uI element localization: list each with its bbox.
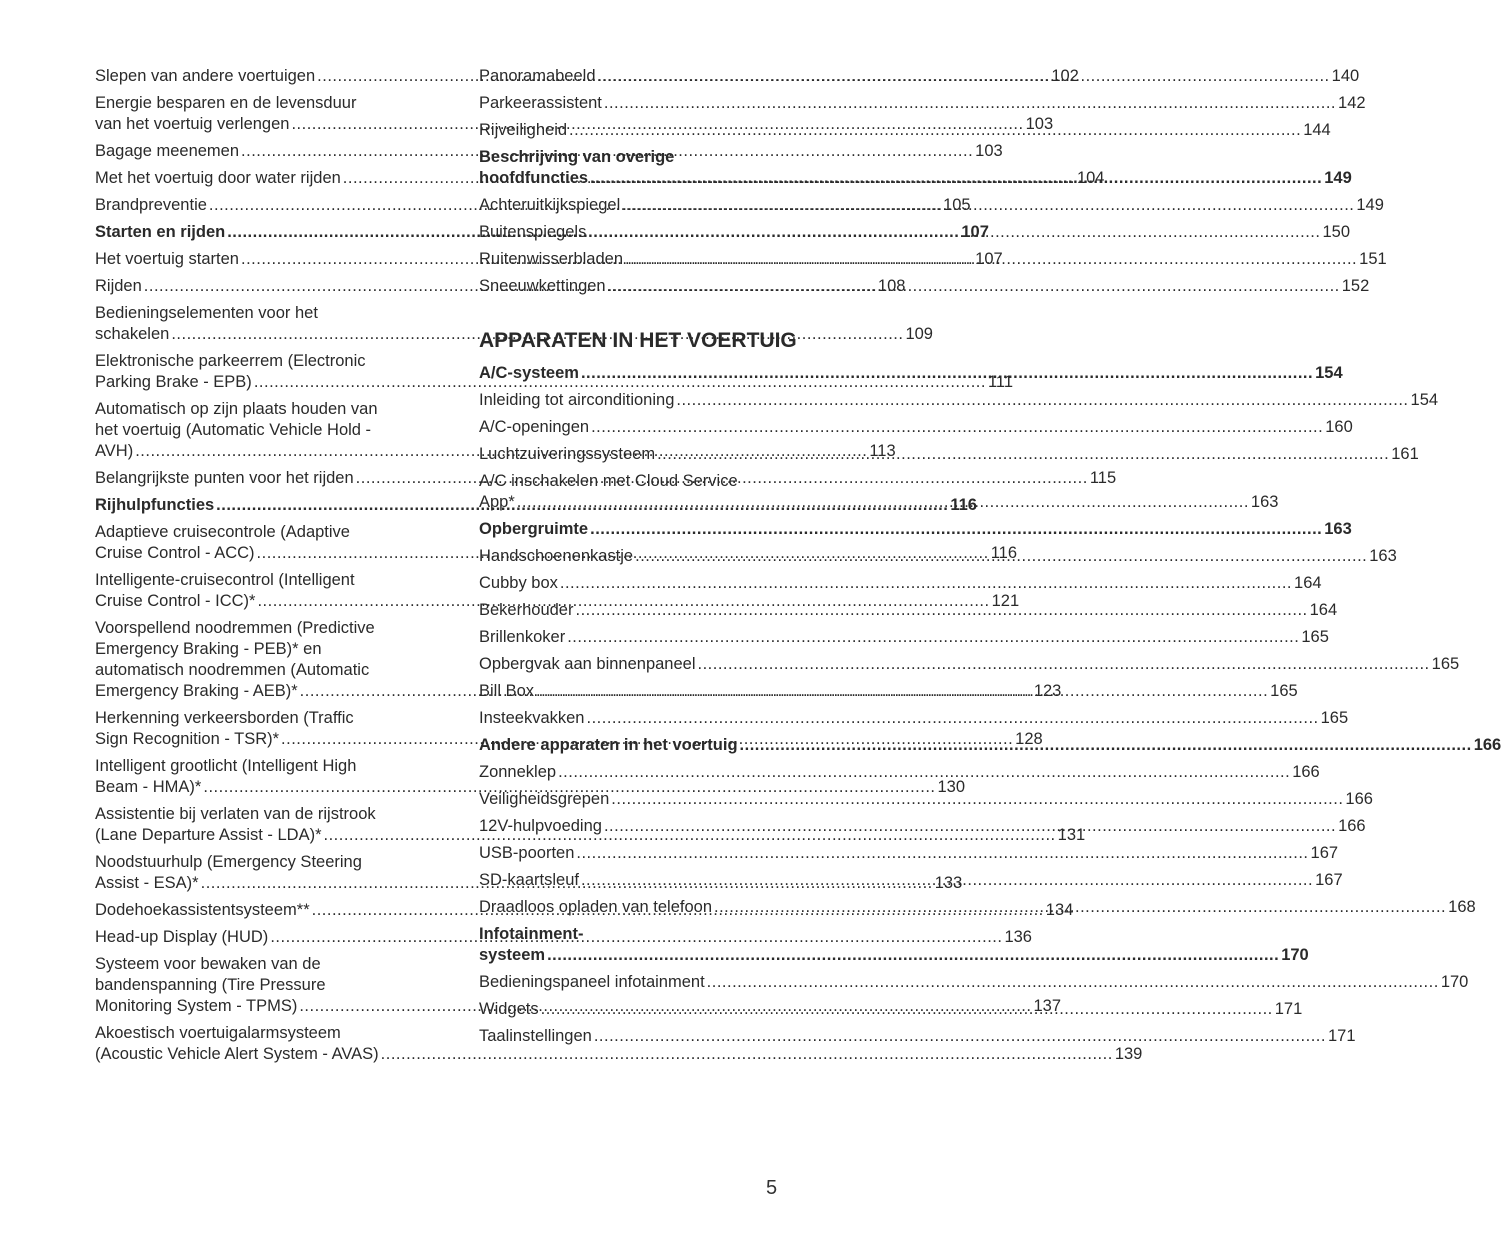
toc-entry-page: 163 [1324, 520, 1352, 538]
toc-entry-title-line: A/C inschakelen met Cloud Service [479, 472, 738, 490]
toc-entry-title-line: Starten en rijden [95, 223, 226, 241]
dot-leader [657, 444, 1389, 465]
toc-entry-title-line: Achteruitkijkspiegel [479, 196, 621, 214]
toc-entry-page: 121 [991, 592, 1020, 610]
toc-entry-page: 130 [937, 778, 966, 796]
toc-entry-title-line: (Lane Departure Assist - LDA)* [95, 826, 322, 844]
toc-entry-title-line: Adaptieve cruisecontrole (Adaptive [95, 523, 350, 541]
toc-entry-page: 102 [1051, 67, 1079, 85]
toc-entry-page: 165 [1301, 628, 1329, 646]
toc-entry-page: 144 [1303, 121, 1331, 139]
toc-entry-title-line: Systeem voor bewaken van de [95, 955, 321, 973]
toc-entry-title-line: Rijhulpfuncties [95, 496, 215, 514]
toc-entry-page: 151 [1359, 250, 1387, 268]
toc-entry-title-line: Beam - HMA)* [95, 778, 202, 796]
toc-entry-page: 170 [1440, 973, 1469, 991]
toc-entry-title-line: Brandpreventie [95, 196, 207, 214]
toc-entry-title-line: Cruise Control - ACC) [95, 544, 255, 562]
toc-entry-page: 167 [1310, 844, 1339, 862]
toc-entry-title-line: A/C-openingen [479, 418, 590, 436]
toc-entry-title-line: Bill Box [479, 682, 535, 700]
toc-entry-title-line: Parkeerassistent [479, 94, 602, 112]
toc-entry-page: 150 [1322, 223, 1350, 241]
toc-entry-page: 165 [1431, 655, 1460, 673]
dot-leader [598, 66, 1330, 87]
toc-entry-title-line: 12V-hulpvoeding [479, 817, 602, 835]
toc-entry-page: 104 [1076, 169, 1105, 187]
toc-entry-title-line: Opbergruimte [479, 520, 589, 538]
toc-entry-page: 167 [1315, 871, 1343, 889]
toc-entry-page: 160 [1325, 418, 1353, 436]
toc-entry-title-line: bandenspanning (Tire Pressure [95, 976, 326, 994]
dot-leader [625, 249, 1357, 270]
toc-entry-page: 116 [950, 496, 977, 514]
toc-entry[interactable] [479, 654, 1460, 675]
toc-entry-title-line: Widgets [479, 1000, 539, 1018]
toc-entry[interactable] [479, 708, 1349, 729]
toc-entry-page: 103 [975, 142, 1003, 160]
toc-entry-page: 137 [1033, 997, 1061, 1015]
toc-entry-page: 140 [1331, 67, 1360, 85]
toc-entry-page: 166 [1338, 817, 1366, 835]
toc-entry-title-line: Assist - ESA)* [95, 874, 199, 892]
toc-entry-title-line: Bekerhouder [479, 601, 574, 619]
toc-entry-page: 139 [1114, 1045, 1143, 1063]
toc-entry-title-line: Bedieningselementen voor het [95, 304, 318, 322]
toc-entry-title-line: Inleiding tot airconditioning [479, 391, 675, 409]
toc-entry-title-line: Rijveiligheid [479, 121, 568, 139]
toc-entry-title-line: AVH) [95, 442, 134, 460]
toc-entry-title-line: Elektronische parkeerrem (Electronic [95, 352, 366, 370]
dot-leader [604, 93, 1336, 114]
dot-leader [622, 195, 1354, 216]
toc-entry-page: 131 [1057, 826, 1086, 844]
dot-leader [635, 546, 1367, 567]
toc-entry-title-line: Opbergvak aan binnenpaneel [479, 655, 696, 673]
dot-leader [586, 708, 1318, 729]
dot-leader [594, 1026, 1326, 1047]
toc-entry[interactable] [479, 789, 1373, 810]
toc-entry-page: 166 [1473, 736, 1501, 754]
dot-leader [576, 843, 1308, 864]
dot-leader [590, 519, 1322, 540]
toc-entry-title-line: Automatisch op zijn plaats houden van [95, 400, 378, 418]
toc-entry-title-line: Handschoenenkastje [479, 547, 634, 565]
toc-entry-page: 170 [1281, 946, 1309, 964]
dot-leader [536, 681, 1268, 702]
toc-entry[interactable] [479, 390, 1439, 411]
toc-entry-title-line: Met het voertuig door water rijden [95, 169, 341, 187]
section-heading: APPARATEN IN HET VOERTUIG [479, 329, 797, 352]
toc-entry-title-line: Head-up Display (HUD) [95, 928, 269, 946]
toc-entry-title-line: Intelligent grootlicht (Intelligent High [95, 757, 357, 775]
toc-entry-page: 142 [1338, 94, 1366, 112]
toc-entry-title-line: van het voertuig verlengen [95, 115, 290, 133]
toc-entry-page: 166 [1292, 763, 1320, 781]
toc-entry-title-line: Akoestisch voertuigalarmsysteem [95, 1024, 341, 1042]
dot-leader [558, 762, 1290, 783]
dot-leader [714, 897, 1446, 918]
toc-entry[interactable] [479, 573, 1322, 594]
toc-entry[interactable] [479, 417, 1353, 438]
dot-leader [541, 999, 1273, 1020]
toc-entry-title-line: Andere apparaten in het voertuig [479, 736, 738, 754]
toc-entry-title-line: het voertuig (Automatic Vehicle Hold - [95, 421, 372, 439]
dot-leader [590, 168, 1322, 189]
toc-entry-page: 171 [1274, 1000, 1303, 1018]
dot-leader [547, 945, 1279, 966]
toc-entry-title-line: Herkenning verkeersborden (Traffic [95, 709, 354, 727]
toc-entry-title-line: schakelen [95, 325, 170, 343]
dot-leader [707, 972, 1439, 993]
toc-entry-page: 163 [1250, 493, 1279, 511]
toc-entry-title-line: Voorspellend noodremmen (Predictive [95, 619, 375, 637]
toc-entry-title-line: Rijden [95, 277, 142, 295]
toc-entry-title-line: Energie besparen en de levensduur [95, 94, 357, 112]
toc-entry-title-line: Emergency Braking - AEB)* [95, 682, 298, 700]
toc-entry-title-line: hoofdfuncties [479, 169, 589, 187]
toc-entry-title-line: Panoramabeeld [479, 67, 596, 85]
toc-entry-page: 115 [1089, 469, 1117, 487]
toc-entry-title-line: SD-kaartsleuf [479, 871, 579, 889]
toc-entry[interactable] [479, 93, 1366, 114]
toc-entry-page: 149 [1356, 196, 1384, 214]
toc-entry-page: 164 [1309, 601, 1338, 619]
toc-entry-title-line: Cruise Control - ICC)* [95, 592, 256, 610]
toc-entry-title-line: Taalinstellingen [479, 1027, 592, 1045]
toc-entry-title-line: Slepen van andere voertuigen [95, 67, 316, 85]
dot-leader [569, 120, 1301, 141]
toc-entry-title-line: Bedieningspaneel infotainment [479, 973, 705, 991]
dot-leader [608, 276, 1340, 297]
toc-entry-title-line: Assistentie bij verlaten van de rijstrook [95, 805, 376, 823]
toc-entry-page: 152 [1341, 277, 1370, 295]
toc-entry-title-line: A/C-systeem [479, 364, 579, 382]
toc-entry-page: 154 [1410, 391, 1439, 409]
toc-entry-title-line: Monitoring System - TPMS) [95, 997, 298, 1015]
toc-entry-title-line: Emergency Braking - PEB)* en [95, 640, 322, 658]
toc-entry-page: 165 [1270, 682, 1298, 700]
dot-leader [611, 789, 1343, 810]
page-number: 5 [766, 1177, 778, 1199]
toc-entry-title-line: Sneeuwkettingen [479, 277, 606, 295]
toc-entry-page: 168 [1448, 898, 1476, 916]
dot-leader [676, 390, 1408, 411]
toc-entry-page: 161 [1391, 445, 1419, 463]
toc-entry-page: 103 [1025, 115, 1054, 133]
toc-entry-page: 133 [934, 874, 963, 892]
toc-entry-page: 107 [975, 250, 1003, 268]
toc-entry[interactable] [479, 1026, 1356, 1047]
toc-entry-title-line: Buitenspiegels [479, 223, 587, 241]
toc-entry[interactable] [479, 843, 1339, 864]
toc-entry-title-line: Noodstuurhulp (Emergency Steering [95, 853, 362, 871]
toc-entry-title-line: Brillenkoker [479, 628, 566, 646]
toc-entry-title-line: USB-poorten [479, 844, 575, 862]
toc-entry-page: 105 [943, 196, 971, 214]
dot-leader [604, 816, 1336, 837]
dot-leader [581, 363, 1313, 384]
toc-entry-title-line: Sign Recognition - TSR)* [95, 730, 280, 748]
dot-leader [591, 417, 1323, 438]
dot-leader [740, 735, 1472, 756]
toc-entry-title-line: Luchtzuiveringssysteem [479, 445, 656, 463]
dot-leader [698, 654, 1430, 675]
toc-entry-page: 164 [1294, 574, 1322, 592]
toc-entry-title-line: systeem [479, 946, 546, 964]
toc-entry-page: 171 [1327, 1027, 1356, 1045]
toc-entry-title-line: (Acoustic Vehicle Alert System - AVAS) [95, 1045, 379, 1063]
toc-entry-title-line: Parking Brake - EPB) [95, 373, 252, 391]
toc-entry-title-line: App* [479, 493, 515, 511]
dot-leader [575, 600, 1307, 621]
toc-entry[interactable] [479, 762, 1320, 783]
toc-entry-page: 111 [987, 373, 1014, 391]
dot-leader [560, 573, 1292, 594]
toc-entry-title-line: Beschrijving van overige [479, 148, 675, 166]
toc-entry-title-line: Intelligente-cruisecontrol (Intelligent [95, 571, 355, 589]
toc-entry-page: 163 [1369, 547, 1397, 565]
toc-entry-page: 113 [869, 442, 896, 460]
toc-entry-page: 116 [990, 544, 1017, 562]
toc-entry-title-line: Ruitenwisserbladen [479, 250, 623, 268]
toc-entry[interactable] [479, 627, 1329, 648]
toc-entry-title-line: Bagage meenemen [95, 142, 240, 160]
toc-entry-title-line: Dodehoekassistentsysteem** [95, 901, 310, 919]
toc-entry-page: 123 [1033, 682, 1062, 700]
toc-entry-page: 109 [905, 325, 933, 343]
dot-leader [567, 627, 1299, 648]
toc-entry-title-line: Draadloos opladen van telefoon [479, 898, 713, 916]
toc-entry[interactable] [479, 972, 1469, 993]
dot-leader [517, 492, 1249, 513]
toc-entry-page: 107 [961, 223, 989, 241]
toc-entry-title-line: Infotainment- [479, 925, 584, 943]
toc-entry-page: 134 [1045, 901, 1074, 919]
toc-chapter-entry[interactable] [479, 519, 1352, 540]
toc-entry-title-line: Veiligheidsgrepen [479, 790, 610, 808]
toc-entry-page: 136 [1004, 928, 1032, 946]
toc-entry-page: 128 [1015, 730, 1043, 748]
toc-entry-page: 166 [1345, 790, 1373, 808]
toc-entry-page: 165 [1320, 709, 1349, 727]
toc-entry-title-line: Insteekvakken [479, 709, 585, 727]
toc-entry-page: 149 [1324, 169, 1352, 187]
toc-entry-title-line: Cubby box [479, 574, 558, 592]
toc-entry-page: 154 [1315, 364, 1343, 382]
toc-entry-title-line: Het voertuig starten [95, 250, 239, 268]
toc-entry-title-line: automatisch noodremmen (Automatic [95, 661, 370, 679]
toc-entry-title-line: Zonneklep [479, 763, 557, 781]
dot-leader [581, 870, 1313, 891]
dot-leader [588, 222, 1320, 243]
toc-entry-title-line: Belangrijkste punten voor het rijden [95, 469, 354, 487]
toc-entry-page: 108 [877, 277, 906, 295]
